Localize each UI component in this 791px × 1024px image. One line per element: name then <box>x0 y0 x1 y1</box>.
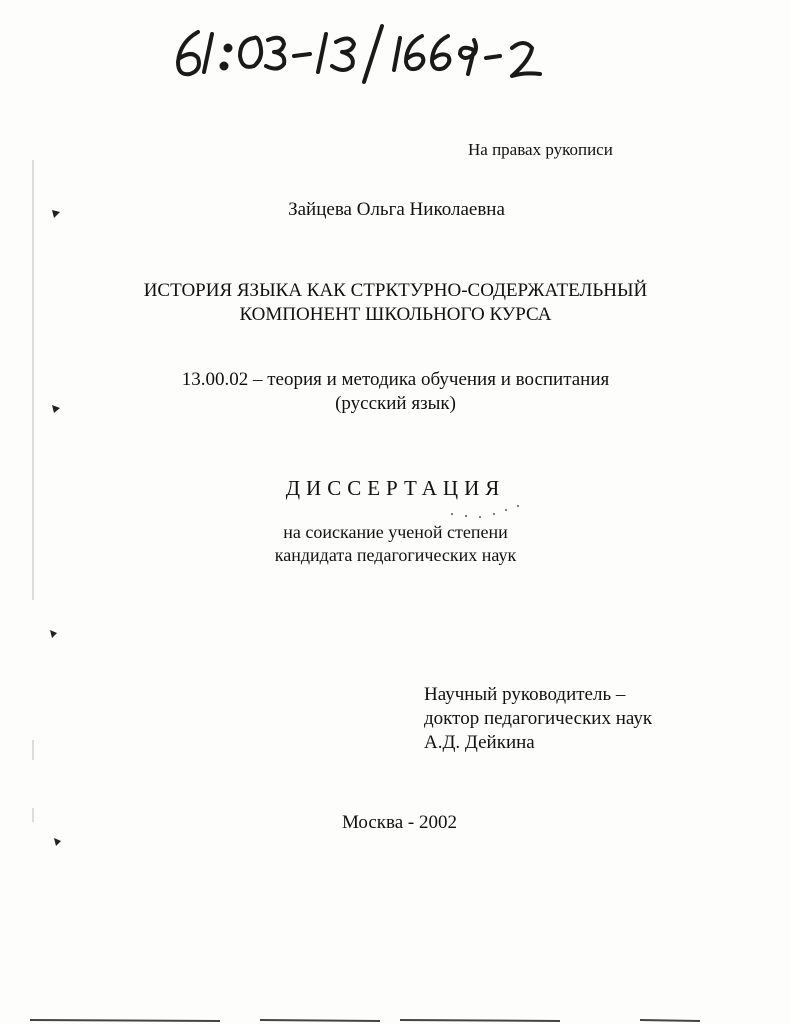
bottom-edge <box>260 1020 380 1021</box>
specialty-line-2: (русский язык) <box>335 393 456 414</box>
title-line-2: КОМПОНЕНТ ШКОЛЬНОГО КУРСА <box>239 304 552 325</box>
specialty <box>0 368 791 416</box>
degree-line-2: кандидата педагогических наук <box>274 545 517 565</box>
advisor-line-2: доктор педагогических наук <box>424 708 653 729</box>
degree-sought <box>0 521 791 567</box>
bottom-edge <box>640 1020 700 1021</box>
degree-line-1: на соискание ученой степени <box>283 522 508 542</box>
dissertation-title <box>0 279 791 327</box>
margin-mark <box>54 838 61 846</box>
specialty-line-1: 13.00.02 – теория и методика обучения и воспитания <box>181 369 610 390</box>
author-name-text: Зайцева Ольга Николаевна <box>288 199 505 220</box>
title-line-1: ИСТОРИЯ ЯЗЫКА КАК СТРКТУРНО-СОДЕРЖАТЕЛЬНЫЙ <box>143 280 648 301</box>
rights-note: На правах рукописи <box>468 140 613 159</box>
document-type-heading: ДИССЕРТАЦИЯ <box>285 476 506 500</box>
handwritten-archive-number <box>168 20 568 90</box>
advisor-line-3: А.Д. Дейкина <box>424 732 535 753</box>
scientific-advisor <box>424 683 652 755</box>
author-name <box>0 199 791 221</box>
bottom-edge <box>400 1020 560 1021</box>
advisor-line-1: Научный руководитель – <box>424 684 626 705</box>
bottom-edge <box>30 1020 220 1021</box>
city-year: Москва - 2002 <box>341 812 458 833</box>
margin-mark <box>50 630 57 638</box>
